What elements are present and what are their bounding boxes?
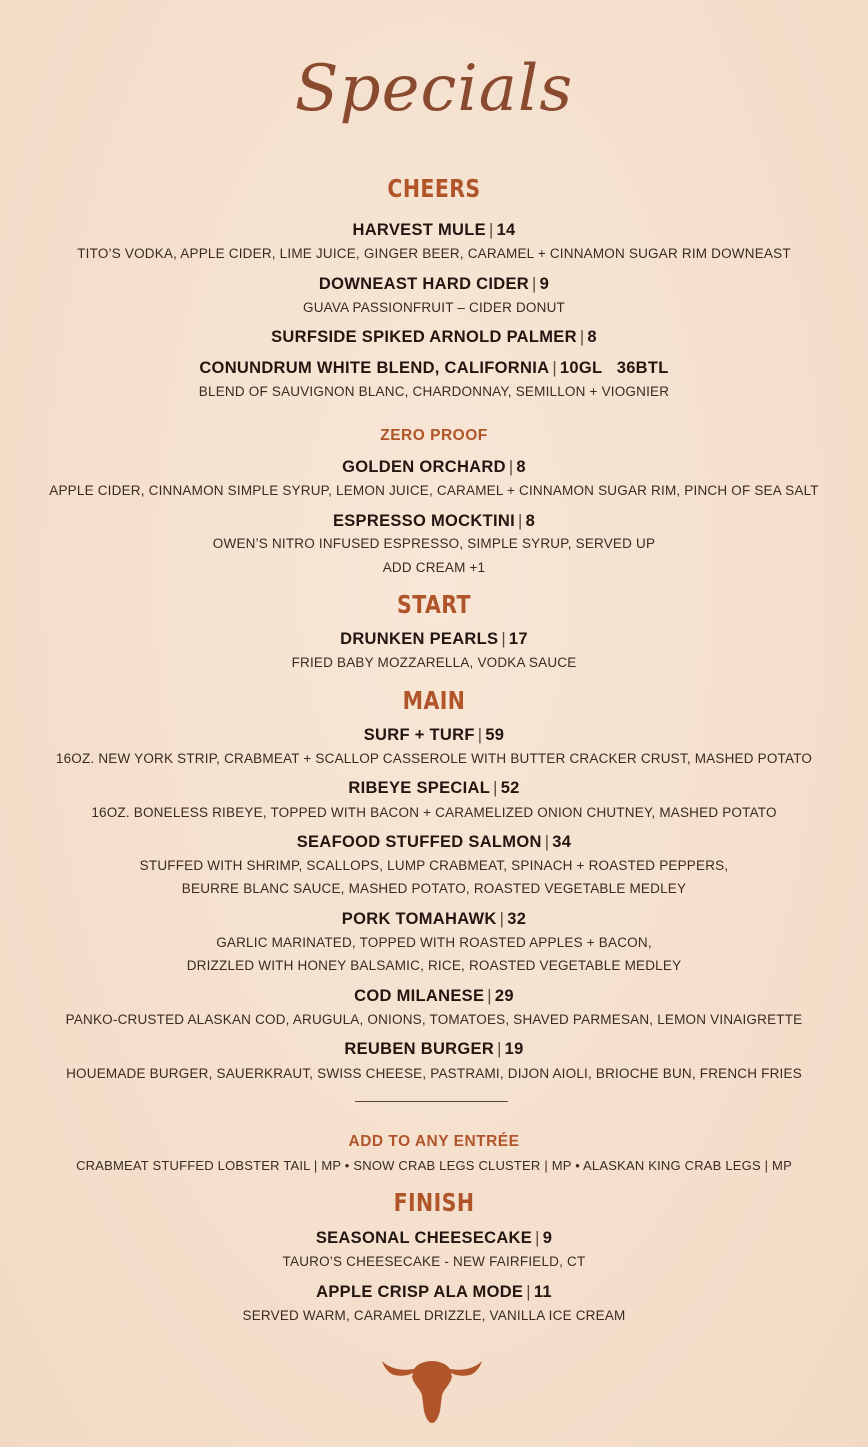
divider: [355, 1101, 508, 1102]
menu-item-description: GUAVA PASSIONFRUIT – CIDER DONUT: [303, 300, 565, 315]
longhorn-bull-icon: [380, 1355, 484, 1425]
page-title: Specials: [294, 52, 574, 126]
menu-item-description: 16OZ. BONELESS RIBEYE, TOPPED WITH BACON + CARAMELIZED ONION CHUTNEY, MASHED POTATO: [91, 805, 777, 820]
menu-item-description: SERVED WARM, CARAMEL DRIZZLE, VANILLA ICE CREAM: [242, 1308, 626, 1323]
menu-item-name: CONUNDRUM WHITE BLEND, CALIFORNIA | 10GL 36BTL: [199, 359, 669, 377]
menu-item-description: GARLIC MARINATED, TOPPED WITH ROASTED APPLES + BACON,: [216, 935, 652, 950]
menu-item-name: SEAFOOD STUFFED SALMON | 34: [296, 833, 572, 851]
section-heading-add-on: ADD TO ANY ENTRÉE: [348, 1133, 520, 1150]
section-heading-start: START: [397, 590, 471, 619]
menu-item-description: HOUEMADE BURGER, SAUERKRAUT, SWISS CHEESE, PASTRAMI, DIJON AIOLI, BRIOCHE BUN, FRENCH FRIES: [66, 1066, 802, 1081]
menu-item-description: TITO’S VODKA, APPLE CIDER, LIME JUICE, GINGER BEER, CARAMEL + CINNAMON SUGAR RIM DOWNEAST: [77, 246, 791, 261]
menu-item-name: SURF + TURF | 59: [363, 726, 505, 744]
section-heading-finish: FINISH: [393, 1188, 475, 1217]
menu-item-name: ESPRESSO MOCKTINI | 8: [332, 512, 536, 530]
menu-item-name: SURFSIDE SPIKED ARNOLD PALMER | 8: [271, 328, 597, 346]
menu-item-description: FRIED BABY MOZZARELLA, VODKA SAUCE: [291, 655, 577, 670]
menu-item-description: BEURRE BLANC SAUCE, MASHED POTATO, ROASTED VEGETABLE MEDLEY: [181, 881, 687, 896]
section-heading-cheers: CHEERS: [387, 174, 481, 203]
section-heading-zero-proof: ZERO PROOF: [380, 427, 488, 444]
menu-item-name: REUBEN BURGER | 19: [344, 1040, 524, 1058]
menu-item-description: STUFFED WITH SHRIMP, SCALLOPS, LUMP CRABMEAT, SPINACH + ROASTED PEPPERS,: [139, 858, 729, 873]
menu-item-name: SEASONAL CHEESECAKE | 9: [315, 1229, 553, 1247]
menu-item-name: HARVEST MULE | 14: [352, 221, 516, 239]
menu-item-name: GOLDEN ORCHARD | 8: [342, 458, 526, 476]
menu-item-description: TAURO’S CHEESECAKE - NEW FAIRFIELD, CT: [282, 1254, 586, 1269]
section-heading-main: MAIN: [402, 686, 466, 715]
add-on-options: CRABMEAT STUFFED LOBSTER TAIL | MP • SNOW CRAB LEGS CLUSTER | MP • ALASKAN KING CRAB LEGS | MP: [76, 1158, 792, 1173]
menu-item-description: 16OZ. NEW YORK STRIP, CRABMEAT + SCALLOP CASSEROLE WITH BUTTER CRACKER CRUST, MASHED POTATO: [55, 751, 813, 766]
menu-item-name: APPLE CRISP ALA MODE | 11: [316, 1283, 552, 1301]
menu-item-name: PORK TOMAHAWK | 32: [341, 910, 527, 928]
menu-item-description: PANKO-CRUSTED ALASKAN COD, ARUGULA, ONIONS, TOMATOES, SHAVED PARMESAN, LEMON VINAIGRETTE: [65, 1012, 803, 1027]
menu-item-name: RIBEYE SPECIAL | 52: [348, 779, 520, 797]
menu-item-name: COD MILANESE | 29: [354, 987, 514, 1005]
menu-item-description: BLEND OF SAUVIGNON BLANC, CHARDONNAY, SEMILLON + VIOGNIER: [198, 384, 670, 399]
menu-item-description: APPLE CIDER, CINNAMON SIMPLE SYRUP, LEMON JUICE, CARAMEL + CINNAMON SUGAR RIM, PINCH OF SEA SALT: [49, 483, 819, 498]
menu-item-description: DRIZZLED WITH HONEY BALSAMIC, RICE, ROASTED VEGETABLE MEDLEY: [186, 958, 682, 973]
menu-item-name: DOWNEAST HARD CIDER | 9: [318, 275, 550, 293]
menu-item-addon-note: ADD CREAM +1: [382, 560, 486, 575]
menu-item-description: OWEN’S NITRO INFUSED ESPRESSO, SIMPLE SYRUP, SERVED UP: [212, 536, 656, 551]
menu-item-name: DRUNKEN PEARLS | 17: [340, 630, 528, 648]
